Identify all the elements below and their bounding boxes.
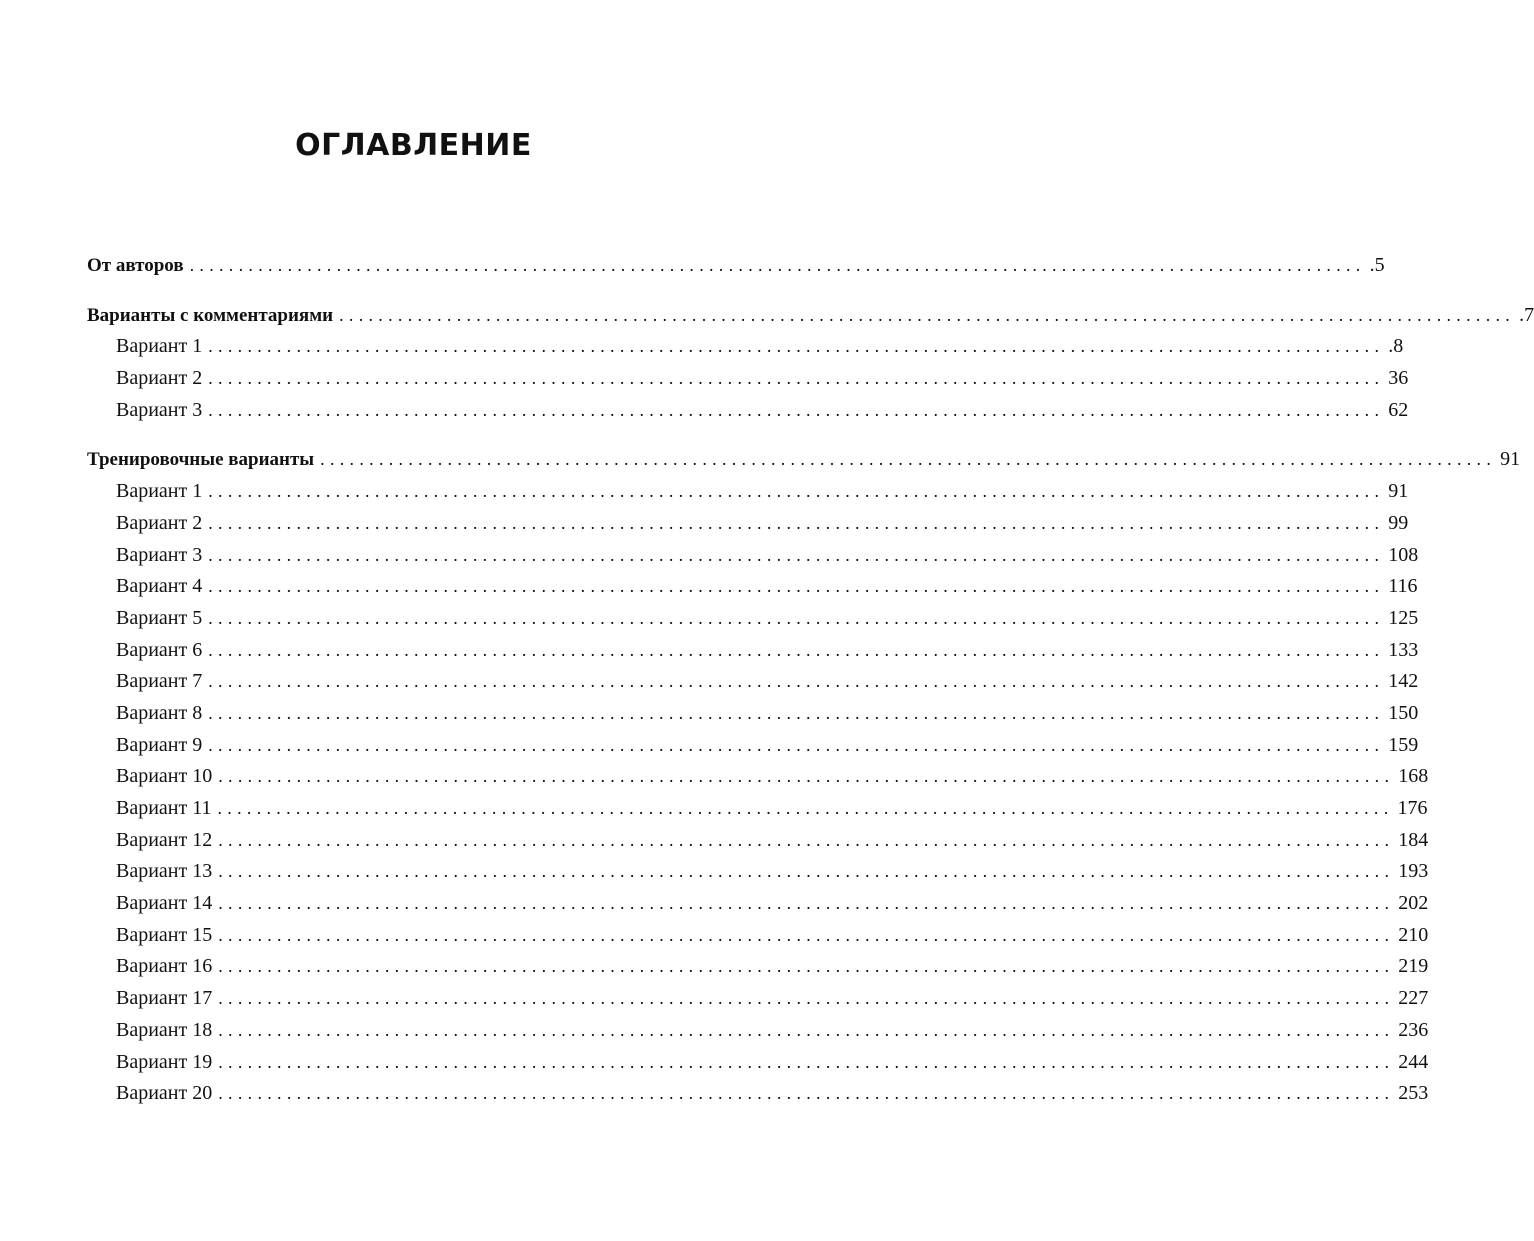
toc-entry-title: Вариант 17 [116,987,213,1010]
toc-entry-title: Вариант 12 [116,828,213,851]
toc-entry [87,730,1419,762]
dot-leader: ........................................................................................................................ [218,924,1395,945]
toc-section-entry [87,300,1534,332]
toc-entry-title: Вариант 7 [116,670,203,693]
toc-section [87,300,1534,427]
toc-entry-title: От авторов [87,255,184,276]
toc-entry-title: Вариант 5 [116,606,203,629]
toc-entry [87,363,1409,395]
dot-leader: ........................................................................................................................ [208,336,1385,357]
toc-page-number: 210 [1398,923,1429,946]
toc-page-number: 91 [1500,448,1521,471]
dot-leader: ........................................................................................................................ [320,449,1497,470]
toc-entry [87,1047,1429,1079]
toc-page-number: 36 [1388,367,1409,390]
dot-leader: ........................................................................................................................ [208,671,1385,692]
dot-leader: ........................................................................................................................ [218,956,1395,977]
toc-entry-title: Вариант 6 [116,638,203,661]
toc-entry [87,856,1429,888]
toc-entry [87,540,1419,572]
toc-entry-title: Вариант 1 [116,335,203,358]
dot-leader: ........................................................................................................................ [208,544,1385,565]
toc-entry-title: Вариант 19 [116,1050,213,1073]
toc-entry-title: Вариант 13 [116,860,213,883]
toc-page-number: 176 [1397,797,1428,819]
dot-leader: ........................................................................................................................ [218,1083,1395,1104]
toc-section-entry [87,444,1521,476]
dot-leader: ........................................................................................................................ [208,399,1385,420]
toc-entry-title: Вариант 1 [116,480,203,503]
dot-leader: ........................................................................................................................ [208,607,1385,628]
toc-entry-title: Тренировочные варианты [87,449,315,471]
toc-entry-title: Вариант 10 [116,765,213,788]
dot-leader: ........................................................................................................................ [218,893,1395,914]
toc-entry [87,698,1419,730]
toc-page-number: 125 [1388,606,1419,629]
toc-entry-title: Вариант 14 [116,892,213,915]
toc-entry [87,888,1429,920]
dot-leader: ........................................................................................................................ [339,304,1516,325]
toc-page-number: .8 [1388,335,1404,358]
dot-leader: ........................................................................................................................ [217,798,1394,818]
toc-entry [87,983,1429,1015]
toc-page-number: 236 [1398,1018,1429,1041]
toc-entry-title: Вариант 11 [116,797,212,819]
toc-entry [87,476,1409,508]
toc-page-number: 244 [1398,1050,1429,1073]
toc-entry [87,1015,1429,1047]
toc-entry-title: Вариант 16 [116,955,213,978]
toc-page-number: 62 [1388,398,1409,421]
toc-entry [87,761,1429,793]
toc-section [87,250,1385,282]
toc-page-number: 150 [1388,701,1419,724]
toc-entry-title: Вариант 18 [116,1018,213,1041]
toc-entry-title: Вариант 2 [116,367,203,390]
toc-page-number: 184 [1398,828,1429,851]
toc-entry [87,331,1404,363]
toc-page-number: 99 [1388,511,1409,534]
toc-entry-title: Вариант 9 [116,733,203,756]
toc-section-entry [87,250,1385,282]
dot-leader: ........................................................................................................................ [208,734,1385,755]
toc-entry [87,1078,1429,1110]
toc-page-number: 219 [1398,955,1429,978]
dot-leader: ........................................................................................................................ [189,255,1366,275]
toc-entry [87,920,1429,952]
toc-entry-title: Вариант 3 [116,543,203,566]
toc-page-number: 227 [1398,987,1429,1010]
toc-page-number: .5 [1369,254,1385,276]
toc-page-number: 159 [1388,733,1419,756]
toc-entry [87,635,1419,667]
toc-entry-title: Вариант 20 [116,1082,213,1105]
toc-page-number: 142 [1388,670,1419,693]
toc-page-number: 202 [1398,892,1429,915]
toc-entry-title: Вариант 8 [116,701,203,724]
dot-leader: ........................................................................................................................ [208,639,1385,660]
dot-leader: ........................................................................................................................ [218,861,1395,882]
toc-entry-title: Вариант 4 [116,575,203,598]
dot-leader: ........................................................................................................................ [218,1019,1395,1040]
page-title: ОГЛАВЛЕНИЕ [295,128,532,163]
dot-leader: ........................................................................................................................ [208,576,1385,597]
toc-entry [87,825,1429,857]
toc-entry-title: Вариант 3 [116,398,203,421]
toc-page-number: 108 [1388,543,1419,566]
toc-page-number: .7 [1519,303,1534,326]
toc-page-number: 168 [1398,765,1429,788]
dot-leader: ........................................................................................................................ [208,702,1385,723]
dot-leader: ........................................................................................................................ [218,766,1395,787]
table-of-contents [87,250,1534,1128]
dot-leader: ........................................................................................................................ [218,1051,1395,1072]
toc-entry [87,508,1409,540]
dot-leader: ........................................................................................................................ [218,988,1395,1009]
toc-entry-title: Варианты с комментариями [87,304,334,326]
toc-page-number: 116 [1388,575,1418,598]
toc-page-number: 133 [1388,638,1419,661]
toc-entry [87,951,1429,983]
toc-entry-title: Вариант 15 [116,923,213,946]
toc-entry [87,571,1418,603]
dot-leader: ........................................................................................................................ [208,481,1385,502]
toc-page-number: 91 [1388,480,1409,503]
toc-entry [87,793,1428,825]
toc-page-number: 253 [1398,1082,1429,1105]
toc-entry [87,603,1419,635]
toc-entry [87,666,1419,698]
dot-leader: ........................................................................................................................ [208,512,1385,533]
toc-entry-title: Вариант 2 [116,511,203,534]
dot-leader: ........................................................................................................................ [208,368,1385,389]
toc-section [87,444,1521,1109]
dot-leader: ........................................................................................................................ [218,829,1395,850]
toc-entry [87,395,1409,427]
toc-page-number: 193 [1398,860,1429,883]
